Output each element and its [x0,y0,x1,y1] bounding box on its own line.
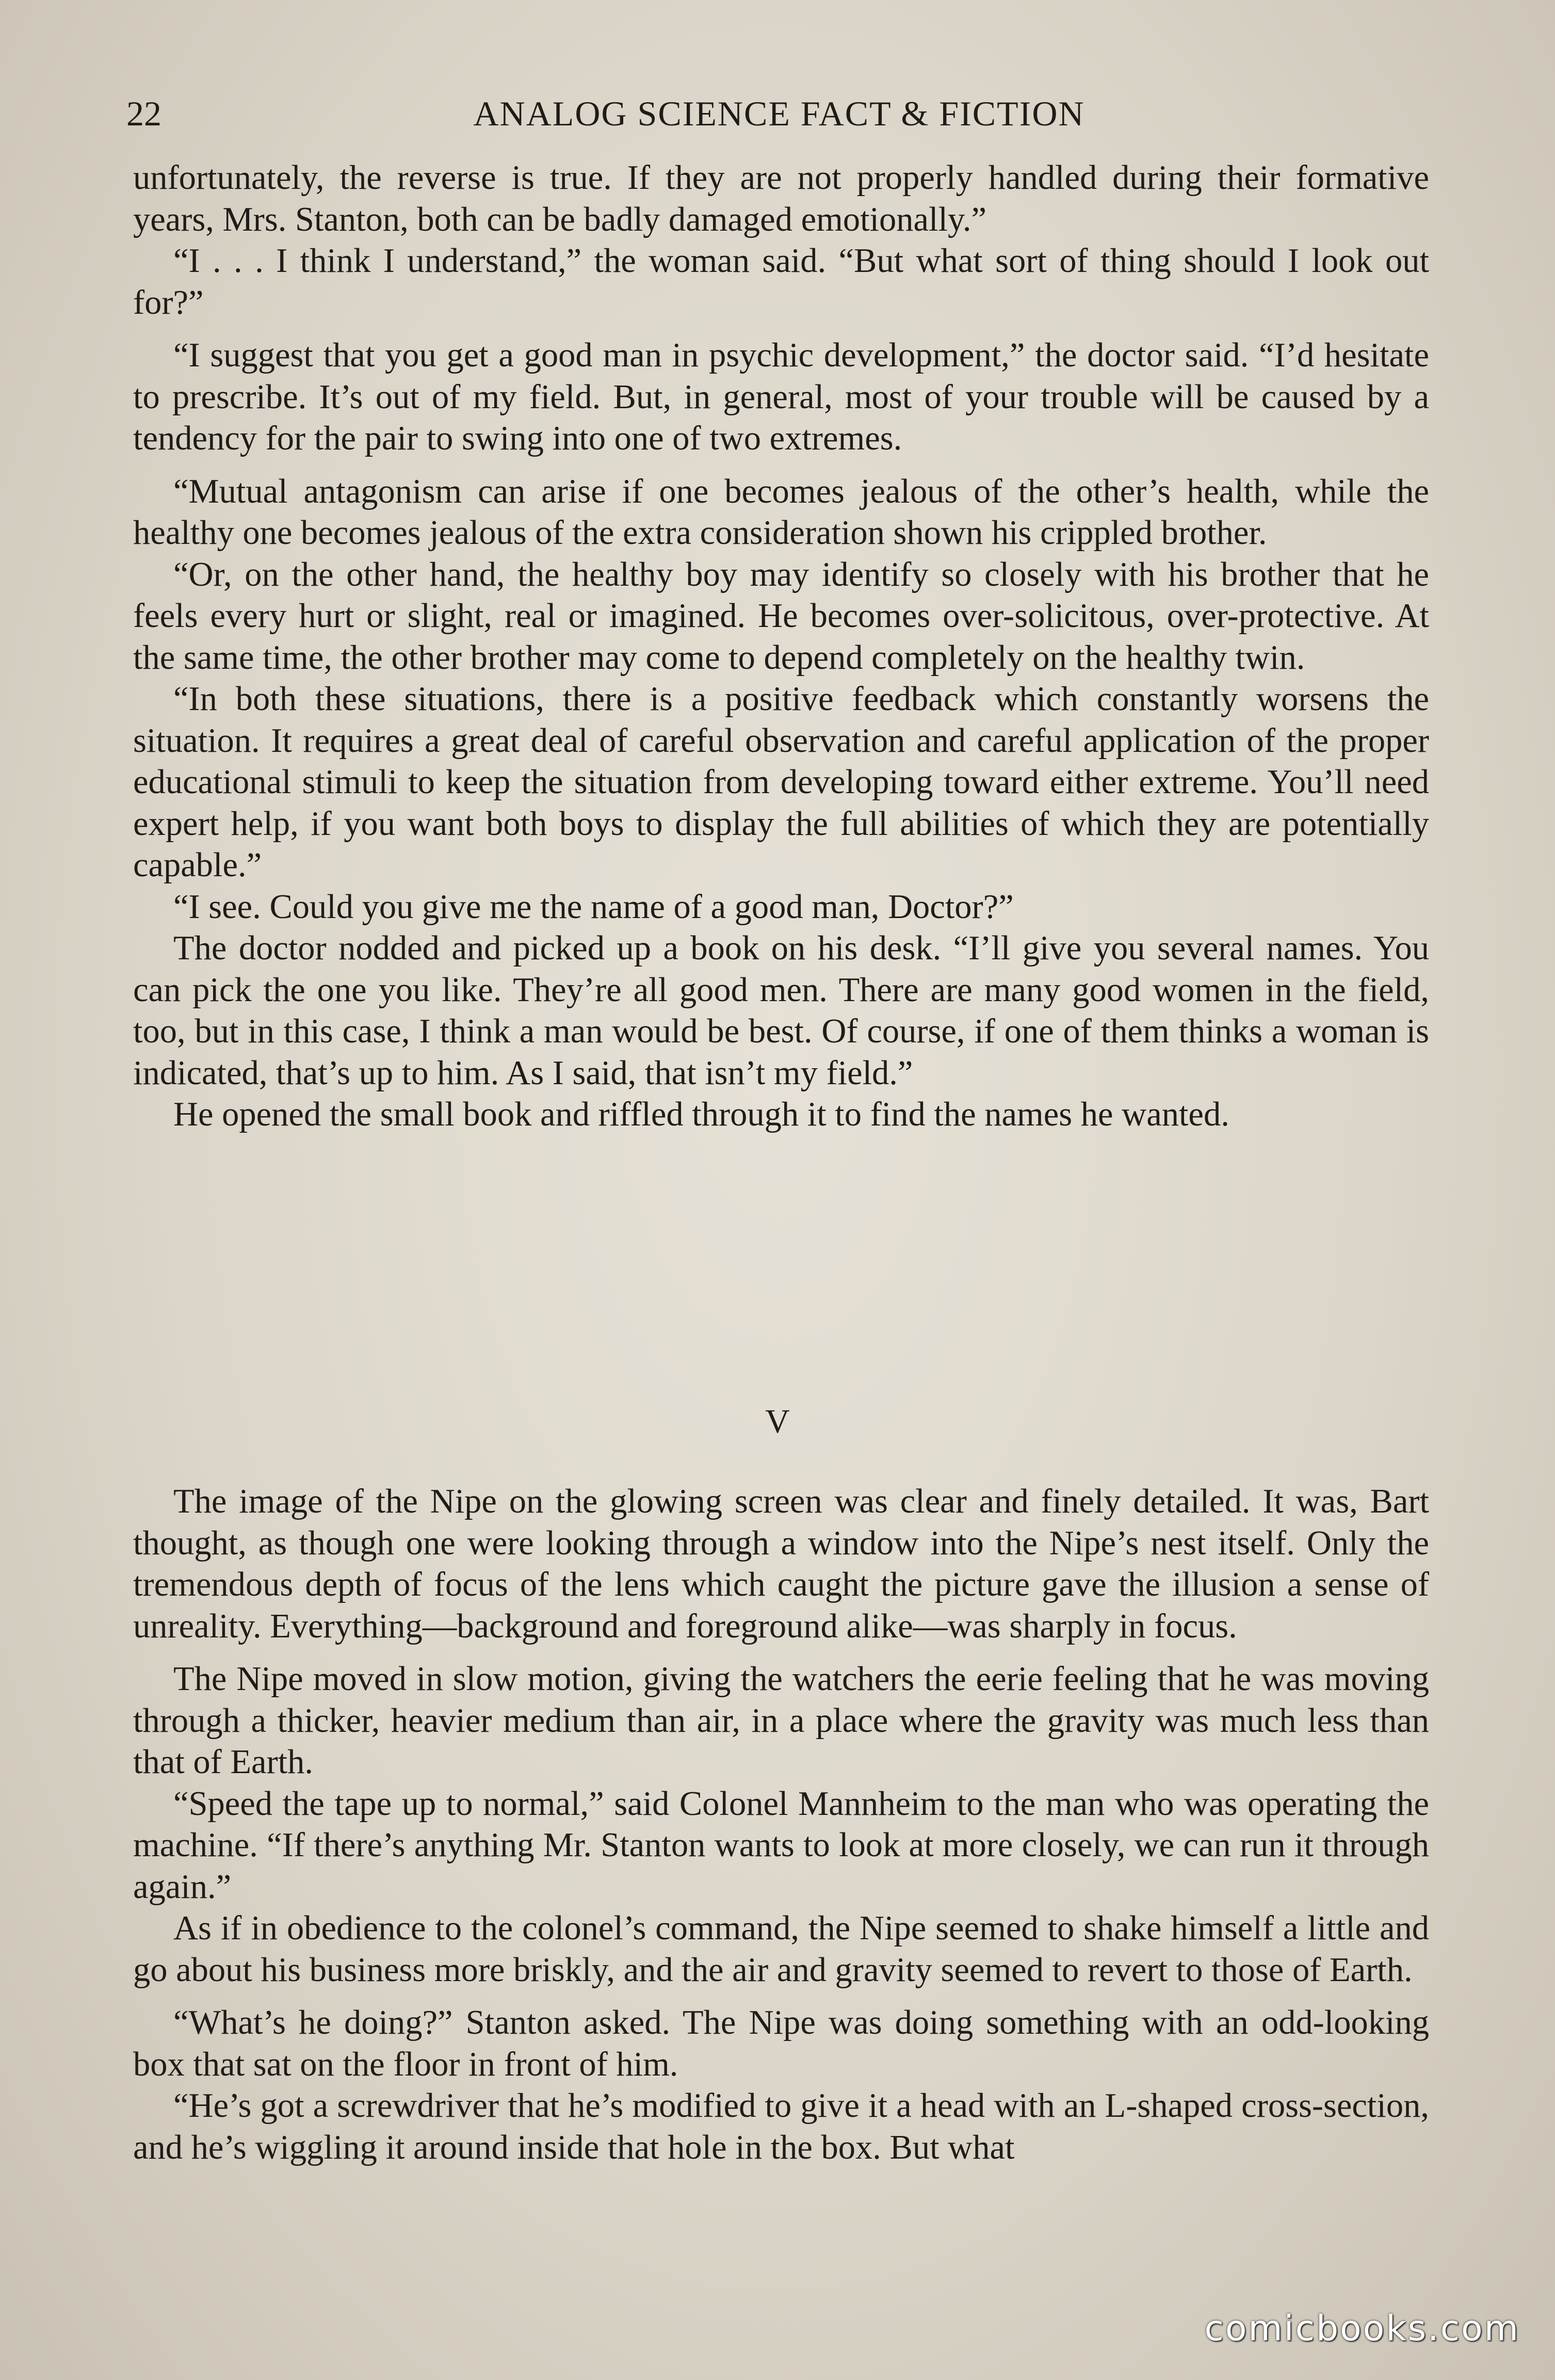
paragraph: “I . . . I think I understand,” the woman said. “But what sort of thing should I look out for?” [133,242,1429,321]
paragraph: As if in obedience to the colonel’s command, the Nipe seemed to shake himself a little and go about his business more briskly, and the air and gravity seemed to revert to those of Earth. [133,1909,1429,1989]
paragraph: The Nipe moved in slow motion, giving the watchers the eerie feeling that he was moving through a thicker, heavier medium than air, in a place where the gravity was much less than that of Earth. [133,1660,1429,1781]
paragraph: unfortunately, the reverse is true. If they are not properly handled during their formative years, Mrs. Stanton, both can be badly damaged emotionally.” [133,159,1429,238]
paragraph: The image of the Nipe on the glowing screen was clear and finely detailed. It was, Bart thought, as though one were looking through a window into the Nipe’s nest itself. Only the tremendous depth of focus of the lens which caught the picture gave the illusion a sense of unreality. Everything—background and foreground alike—was sharply in focus. [133,1483,1429,1645]
paragraph: “In both these situations, there is a positive feedback which constantly worsens the situation. It requires a great deal of careful observation and careful application of the proper educational stimuli to keep the situation from developing toward either extreme. You’ll need expert help, if you want both boys to display the full abilities of which they are potentially capable.” [133,680,1429,884]
paragraph: “I see. Could you give me the name of a good man, Doctor?” [173,888,1014,926]
paragraph: “Speed the tape up to normal,” said Colonel Mannheim to the man who was operating the machine. “If there’s anything Mr. Stanton wants to look at more closely, we can run it through again.” [133,1784,1429,1906]
running-title: ANALOG SCIENCE FACT & FICTION [473,94,1085,133]
paragraph: “Or, on the other hand, the healthy boy may identify so closely with his brother that he feels every hurt or slight, real or imagined. He becomes over-solicitous, over-protective. At the same time, the other brother may come to depend completely on the healthy twin. [133,555,1429,677]
page-number: 22 [126,94,161,133]
paragraph: He opened the small book and riffled through it to find the names he wanted. [173,1096,1229,1133]
paragraph: “I suggest that you get a good man in psychic development,” the doctor said. “I’d hesitate to prescribe. It’s out of my field. But, in general, most of your trouble will be caused by a tendency for the pair to swing into one of two extremes. [133,336,1429,457]
section-heading: V [765,1403,790,1440]
body-text-part1 [133,157,1429,1136]
paragraph: “He’s got a screwdriver that he’s modified to give it a head with an L-shaped cross-section, and he’s wiggling it around inside that hole in the box. But what [133,2087,1429,2166]
page-header [126,88,1432,139]
paragraph: The doctor nodded and picked up a book on his desk. “I’ll give you several names. You can pick the one you like. They’re all good men. There are many good women in the field, too, but in this case, I think a man would be best. Of course, if one of them thinks a woman is indicated, that’s up to him. As I said, that isn’t my field.” [133,929,1429,1092]
watermark: comicbooks.com [1204,2308,1520,2349]
body-text-part2 [133,1481,1429,2168]
paragraph: “What’s he doing?” Stanton asked. The Nipe was doing something with an odd-looking box that sat on the floor in front of him. [133,2004,1429,2083]
paragraph: “Mutual antagonism can arise if one becomes jealous of the other’s health, while the healthy one becomes jealous of the extra consideration shown his crippled brother. [133,472,1429,552]
